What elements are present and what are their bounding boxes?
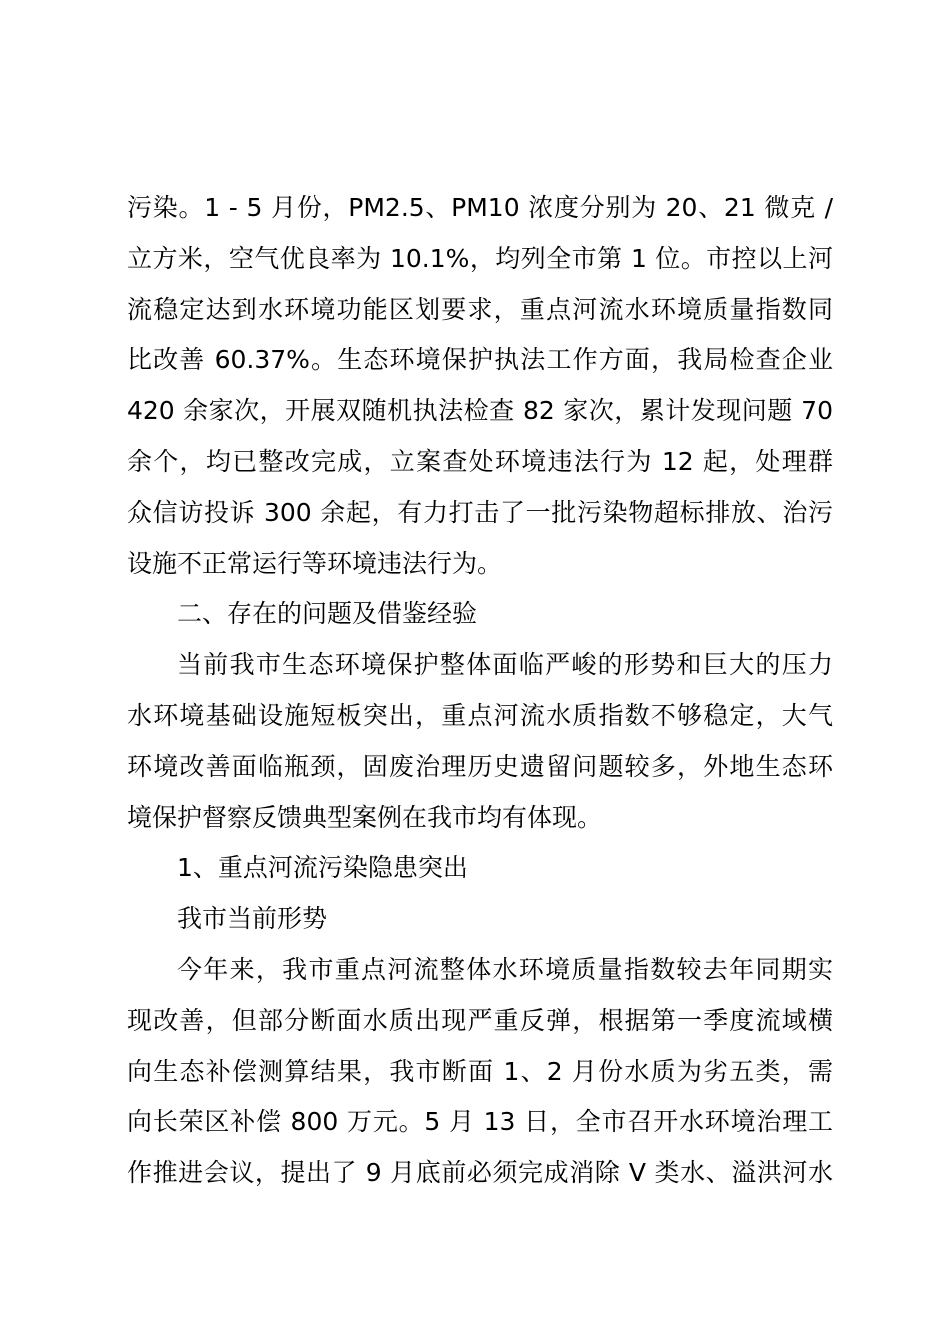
- text-line: 立方米，空气优良率为 10.1%，均列全市第 1 位。市控以上河: [127, 243, 833, 273]
- text-line: 环境改善面临瓶颈，固废治理历史遗留问题较多，外地生态环: [127, 751, 833, 781]
- text-line: 境保护督察反馈典型案例在我市均有体现。: [127, 802, 603, 832]
- text-line: 1、重点河流污染隐患突出: [177, 853, 468, 883]
- text-line: 污染。1 - 5 月份，PM2.5、PM10 浓度分别为 20、21 微克 /: [127, 193, 833, 222]
- text-line: 流稳定达到水环境功能区划要求，重点河流水环境质量指数同: [127, 294, 833, 324]
- text-line: 比改善 60.37%。生态环境保护执法工作方面，我局检查企业: [127, 345, 833, 375]
- text-line: 二、存在的问题及借鉴经验: [177, 599, 478, 629]
- text-line: 众信访投诉 300 余起，有力打击了一批污染物超标排放、治污: [127, 497, 833, 527]
- text-line: 水环境基础设施短板突出，重点河流水质指数不够稳定，大气: [127, 700, 833, 730]
- text-line: 420 余家次，开展双随机执法检查 82 家次，累计发现问题 70: [127, 396, 833, 426]
- document-page: [127, 183, 833, 1199]
- text-line: 作推进会议，提出了 9 月底前必须完成消除 V 类水、溢洪河水: [127, 1158, 833, 1188]
- text-line: 设施不正常运行等环境违法行为。: [127, 548, 503, 578]
- text-line: 余个，均已整改完成，立案查处环境违法行为 12 起，处理群: [127, 446, 833, 476]
- text-line: 我市当前形势: [177, 904, 328, 934]
- text-line: 今年来，我市重点河流整体水环境质量指数较去年同期实: [177, 954, 833, 984]
- text-line: 向长荣区补偿 800 万元。5 月 13 日，全市召开水环境治理工: [127, 1107, 833, 1137]
- text-line: 向生态补偿测算结果，我市断面 1、2 月份水质为劣五类，需: [127, 1056, 833, 1086]
- text-line: 现改善，但部分断面水质出现严重反弹，根据第一季度流域横: [127, 1005, 833, 1035]
- text-line: 当前我市生态环境保护整体面临严峻的形势和巨大的压力: [177, 650, 833, 680]
